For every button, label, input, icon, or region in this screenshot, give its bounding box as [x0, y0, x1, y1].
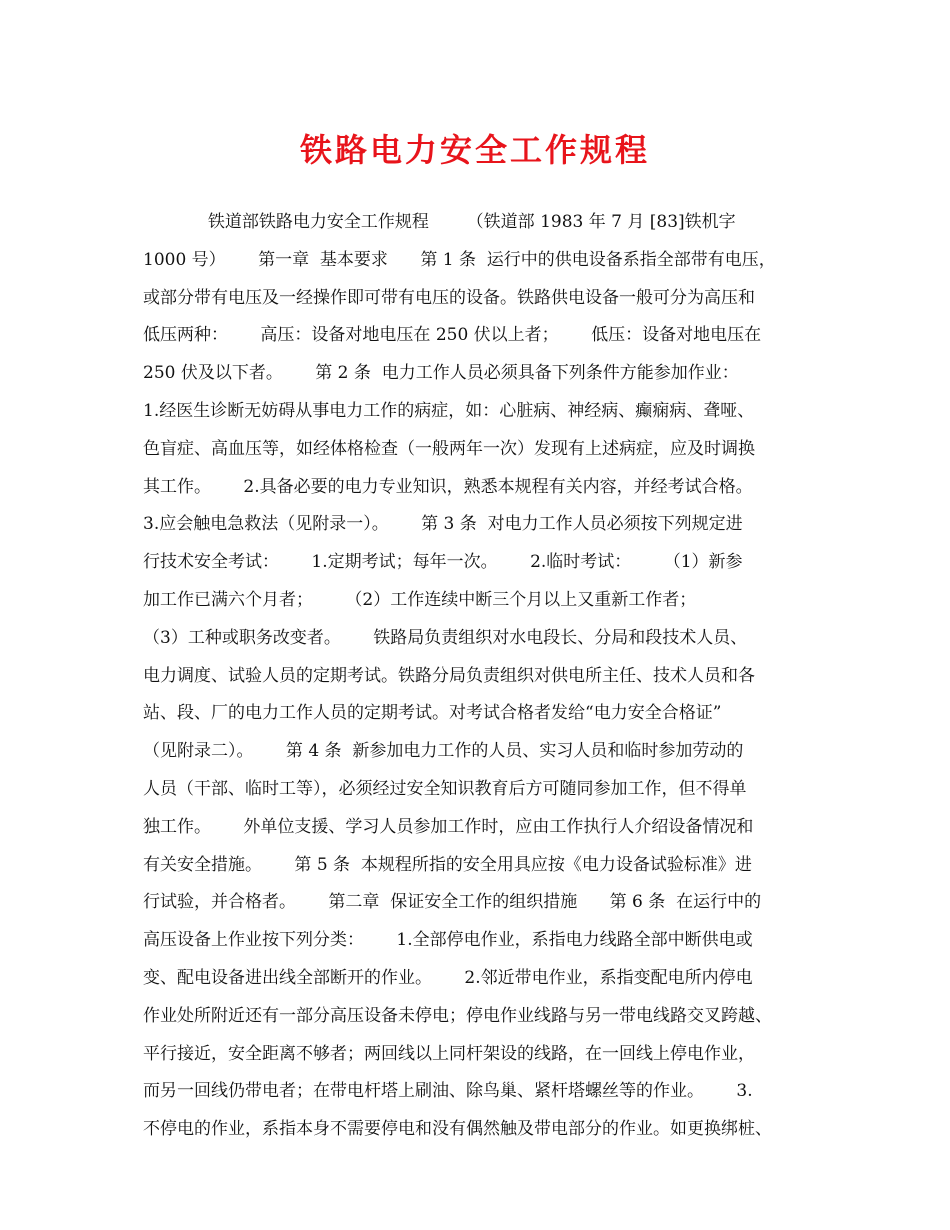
body-line: 站、段、厂的电力工作人员的定期考试。对考试合格者发给“电力安全合格证”: [143, 703, 722, 724]
body-line: 或部分带有电压及一经操作即可带有电压的设备。铁路供电设备一般可分为高压和: [143, 287, 755, 308]
body-line: 3.应会触电急救法（见附录一）。 第 3 条 对电力工作人员必须按下列规定进: [143, 514, 743, 535]
body-line: 电力调度、试验人员的定期考试。铁路分局负责组织对供电所主任、技术人员和各: [143, 665, 755, 686]
document-title: 铁路电力安全工作规程: [299, 131, 650, 169]
body-line: 独工作。 外单位支援、学习人员参加工作时，应由工作执行人介绍设备情况和: [143, 816, 754, 837]
body-line: （见附录二）。 第 4 条 新参加电力工作的人员、实习人员和临时参加劳动的: [143, 741, 744, 762]
body-line: 不停电的作业，系指本身不需要停电和没有偶然触及带电部分的作业。如更换绑桩、: [143, 1119, 772, 1140]
body-line: 作业处所附近还有一部分高压设备未停电；停电作业线路与另一带电线路交叉跨越、: [143, 1005, 772, 1026]
document-body: [143, 204, 833, 1149]
body-line: 行试验，并合格者。 第二章 保证安全工作的组织措施 第 6 条 在运行中的: [143, 892, 762, 913]
body-line: 高压设备上作业按下列分类： 1.全部停电作业，系指电力线路全部中断供电或: [143, 930, 753, 951]
body-line: 其工作。 2.具备必要的电力专业知识，熟悉本规程有关内容，并经考试合格。: [143, 476, 753, 497]
body-line: 有关安全措施。 第 5 条 本规程所指的安全用具应按《电力设备试验标准》进: [143, 854, 752, 875]
body-line: 铁道部铁路电力安全工作规程 （铁道部 1983 年 7 月 [83]铁机字: [143, 212, 736, 232]
body-line: 色盲症、高血压等，如经体格检查（一般两年一次）发现有上述病症，应及时调换: [143, 438, 755, 459]
body-line: 人员（干部、临时工等），必须经过安全知识教育后方可随同参加工作，但不得单: [143, 778, 747, 799]
body-line: 行技术安全考试： 1.定期考试；每年一次。 2.临时考试： （1）新参: [143, 552, 743, 573]
body-line: 250 伏及以下者。 第 2 条 电力工作人员必须具备下列条件方能参加作业：: [143, 363, 739, 384]
body-line: （3）工种或职务改变者。 铁路局负责组织对水电段长、分局和段技术人员、: [143, 627, 748, 648]
body-line: 而另一回线仍带电者；在带电杆塔上刷油、除鸟巢、紧杆塔螺丝等的作业。 3.: [143, 1081, 753, 1102]
body-line: 1.经医生诊断无妨碍从事电力工作的病症，如：心脏病、神经病、癫痫病、聋哑、: [143, 400, 755, 421]
body-line: 加工作已满六个月者； （2）工作连续中断三个月以上又重新工作者；: [143, 589, 697, 610]
body-line: 平行接近，安全距离不够者；两回线以上同杆架设的线路，在一回线上停电作业，: [143, 1043, 755, 1064]
body-line: 变、配电设备进出线全部断开的作业。 2.邻近带电作业，系指变配电所内停电: [143, 967, 753, 988]
body-line: 低压两种： 高压：设备对地电压在 250 伏以上者； 低压：设备对地电压在: [143, 325, 762, 346]
body-line: 1000 号） 第一章 基本要求 第 1 条 运行中的供电设备系指全部带有电压，: [143, 249, 776, 270]
